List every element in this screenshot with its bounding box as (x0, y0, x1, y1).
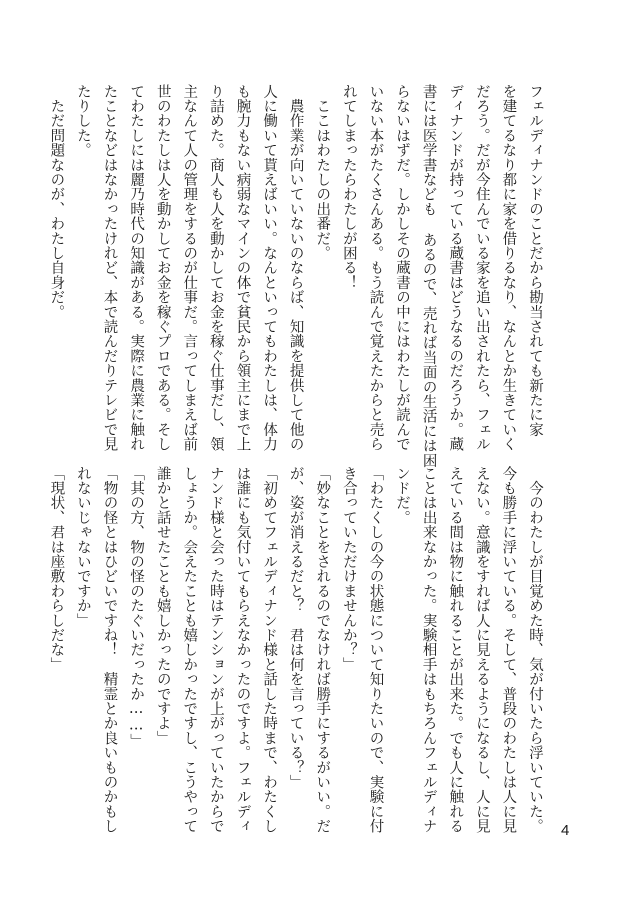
text-column: 誰かと話せたことも嬉しかったのですよ」 (154, 466, 171, 746)
text-column: 人に働いて貰えばいい。なんといってもわたしは、体力 (261, 84, 278, 452)
text-column: らないはずだ。しかしその蔵書の中にはわたしが読んで (394, 84, 411, 452)
text-column: り詰めた。商人も人を動かしてお金を稼ぐ仕事だし、領 (207, 84, 224, 452)
text-column: えない。意識をすれば人に見えるようになるし、人に見 (473, 466, 490, 834)
text-column: 「其の方、物の怪のたぐいだったか……」 (128, 466, 145, 749)
text-column: を建てるなり都に家を借りるなり、なんとか生きていく (500, 84, 517, 452)
text-column: ことは出来なかった。実験相手はもちろんフェルディナ (420, 466, 437, 834)
text-column: しょうか。会えたことも嬉しかったですし、こうやって (181, 466, 198, 834)
text-column: 「妙なことをされるのでなければ勝手にするがいい。だ (314, 466, 331, 834)
text-column: は誰にも気付いてもらえなかったのですよ。フェルディ (234, 466, 251, 834)
top-text-block (43, 84, 548, 468)
text-column: れないじゃないですか」 (74, 466, 91, 628)
text-column: 「わたくしの今の状態について知りたいので、実験に付 (367, 466, 384, 834)
text-column: たことなどはなかったけれど、本で読んだりテレビで見 (101, 84, 118, 452)
text-column: 世のわたしは人を動かしてお金を稼ぐプロである。そし (154, 84, 171, 452)
text-column: 今のわたしが目覚めた時、気が付いたら浮いていた。 (527, 466, 543, 834)
text-column: 「現状、君は座敷わらしだな」 (48, 466, 65, 672)
bottom-text-block (43, 466, 548, 838)
text-column: てわたしには麗乃時代の知識がある。実際に農業に触れ (128, 84, 145, 452)
text-column: が、姿が消えるだと？ 君は何を言っている？」 (287, 466, 304, 790)
text-column: ンドだ。 (394, 466, 411, 525)
text-column: 農作業が向いていないのならば、知識を提供して他の (287, 84, 304, 452)
text-column: だろう。だが今住んでいる家を追い出されたら、フェル (473, 84, 490, 452)
text-column: 今も勝手に浮いている。そして、普段のわたしは人に見 (500, 466, 517, 834)
text-column: たりした。 (74, 84, 91, 158)
text-column: ディナンドが持っている蔵書はどうなるのだろうか。蔵 (447, 84, 464, 452)
text-column: フェルディナンドのことだから勘当されても新たに家 (527, 84, 543, 437)
text-column: ナンド様と会った時はテンションが上がっていたからで (207, 466, 224, 834)
text-column: れてしまったらわたしが困る！ (340, 84, 357, 290)
text-column: えている間は物に触れることが出来た。でも人に触れる (447, 466, 464, 834)
text-column: 主なんて人の管理をするのが仕事だ。言ってしまえば前 (181, 84, 198, 452)
text-column: いない本がたくさんある。もう読んで覚えたからと売ら (367, 84, 384, 452)
page-number: 4 (561, 822, 570, 839)
text-column: 「物の怪とはひどいですね！ 精霊とか良いものかもし (101, 466, 118, 834)
text-column: 「初めてフェルディナンド様と話した時まで、わたくし (261, 466, 278, 834)
text-column: き合っていただけませんか？」 (340, 466, 357, 672)
text-column: ただ問題なのが、わたし自身だ。 (48, 84, 65, 320)
text-column: 書には医学書なども あるので、売れば当面の生活には困 (420, 84, 437, 468)
text-column: も腕力もない病弱なマインの体で貧民から領主にまで上 (234, 84, 251, 452)
text-column: ここはわたしの出番だ。 (314, 84, 331, 261)
